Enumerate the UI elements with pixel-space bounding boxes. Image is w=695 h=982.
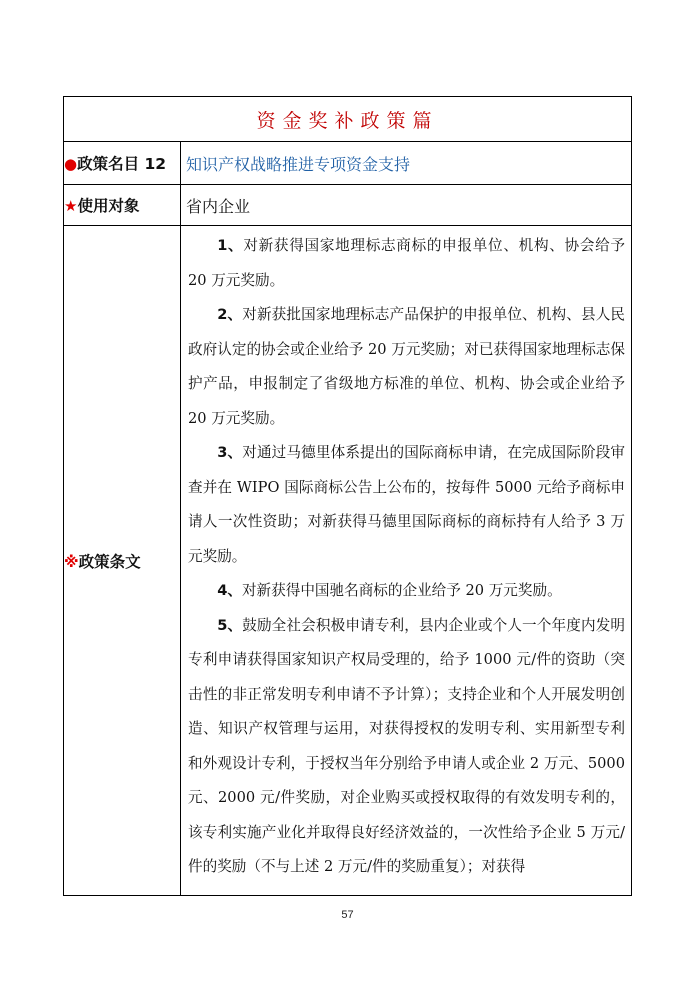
section-title: 资金奖补政策篇 bbox=[64, 97, 632, 142]
target-label-cell bbox=[64, 185, 181, 226]
policy-name-label: 政策名目 12 bbox=[77, 155, 167, 173]
target-label: 使用对象 bbox=[77, 197, 140, 215]
clause-paragraph bbox=[188, 298, 625, 436]
clause-number: 2、 bbox=[217, 306, 243, 323]
page-number: 57 bbox=[341, 909, 354, 921]
clause-number: 4、 bbox=[217, 582, 242, 599]
target-row bbox=[64, 185, 632, 226]
target-value: 省内企业 bbox=[181, 185, 632, 226]
content-label: 政策条文 bbox=[78, 552, 141, 571]
clause-paragraph bbox=[188, 609, 625, 885]
policy-name-label-cell bbox=[64, 142, 181, 185]
clause-number: 1、 bbox=[217, 237, 244, 254]
clause-paragraph bbox=[188, 229, 625, 298]
content-label-cell bbox=[64, 226, 181, 896]
policy-clauses bbox=[181, 226, 632, 896]
clause-text: 鼓励全社会积极申请专利，县内企业或个人一个年度内发明专利申请获得国家知识产权局受理的，给予 1000 元/件的资助（突击性的非正常发明专利申请不予计算）；支持企业和个人开展发明创造、知识产权管理与运用，对获得授权的发明专利、实用新型专利和外观设计专利，于授权当年分别给予申请人或企业 2 万元、5000 元、2000 元/件奖励，对企业购买或授权取得的有效发明专利的，该专利实施产业化并取得良好经济效益的，一次性给予企业 5 万元/件的奖励（不与上述 2 万元/件的奖励重复）；对获得 bbox=[188, 616, 626, 875]
clause-text: 对新获得中国驰名商标的企业给予 20 万元奖励。 bbox=[241, 582, 562, 599]
clause-text: 对新获得国家地理标志商标的申报单位、机构、协会给予 20 万元奖励。 bbox=[188, 237, 626, 289]
policy-table bbox=[63, 96, 632, 896]
policy-name-row bbox=[64, 142, 632, 185]
clause-text: 对新获批国家地理标志产品保护的申报单位、机构、县人民政府认定的协会或企业给予 20 万元奖励；对已获得国家地理标志保护产品，申报制定了省级地方标准的单位、机构、协会或企业给予 20 万元奖励。 bbox=[188, 306, 626, 427]
star-icon: ★ bbox=[64, 197, 78, 215]
policy-name-value: 知识产权战略推进专项资金支持 bbox=[181, 142, 632, 185]
title-row bbox=[64, 97, 632, 142]
clause-paragraph bbox=[188, 574, 625, 609]
bullet-dot-icon: ● bbox=[64, 155, 78, 173]
clause-number: 3、 bbox=[217, 444, 243, 461]
content-row bbox=[64, 226, 632, 896]
clause-paragraph bbox=[188, 436, 625, 574]
reference-mark-icon: ※ bbox=[64, 552, 79, 571]
clause-number: 5、 bbox=[217, 616, 243, 634]
clause-text: 对通过马德里体系提出的国际商标申请，在完成国际阶段审查并在 WIPO 国际商标公告上公布的，按每件 5000 元给予商标申请人一次性资助；对新获得马德里国际商标的商标持有人给予 3 万元奖励。 bbox=[188, 444, 626, 565]
